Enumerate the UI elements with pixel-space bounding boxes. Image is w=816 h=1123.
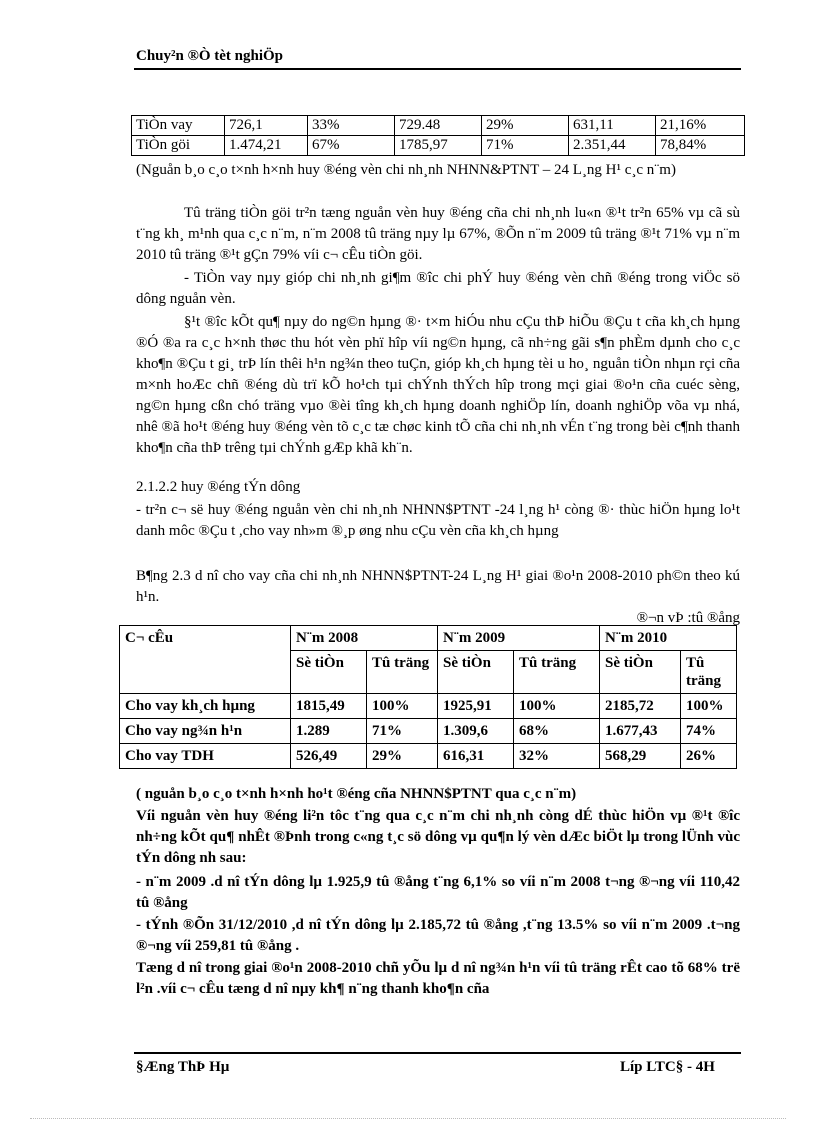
paragraph: - tÝnh ®Õn 31/12/2010 ,d nî tÝn dông lµ 2.185,72 tû ®ång ,t¨ng 13.5% so víi n¨m 2009 .t¬ng ®¬ng víi 259,81 tû ®ång . — [136, 917, 740, 954]
paragraph: Víi nguån vèn huy ®éng li²n tôc t¨ng qua c¸c n¨m chi nh¸nh còng dÉ thùc hiÖn vµ ®¹t ®îc nh÷ng kÕt qu¶ nhÊt ®Þnh trong c«ng t¸c sö dông vµ qu¶n lý vèn dÆc biÖt lµ trong lÜnh vùc tÝn dông nh sau: — [136, 808, 740, 866]
table-cell: 32% — [514, 744, 600, 769]
paragraph — [136, 268, 740, 310]
column-header: N¨m 2009 — [438, 626, 600, 651]
paragraph-text: §¹t ®îc kÕt qu¶ nµy do ng©n hµng ®· t×m hiÓu nhu cÇu thÞ hiÕu ®Çu t cña kh¸ch hµng ®Ó ®a ra c¸c h×nh thøc thu hót vèn phï hîp víi ng©n hµng, cã nh÷ng gãi s¶n phÈm dµnh cho c¸c kho¶n ®Çu t gi¸ trÞ lín thêi h¹n ng¾n theo tuÇn, gióp kh¸ch hµng tèi u ho¸ nguån tiÒn nhµn rçi cña m×nh hoÆc chñ ®éng dù trï kÕ ho¹ch tµi chÝnh thÝch hîp trong mçi giai ®o¹n cña cuéc sèng, ng©n hµng cßn chó träng vµo ®èi tîng kh¸ch hµng doanh nghiÖp lín, doanh nghiÖp võa vµ nhá, nhê ®ã ho¹t ®éng huy ®éng vèn tõ c¸c tæ chøc kinh tÕ cña chi nh¸nh vÉn t¨ng trong bèi c¶nh thanh kho¶n cña thÞ trêng tµi chÝnh gÆp khã kh¨n. — [136, 314, 740, 456]
source-note: ( nguån b¸o c¸o t×nh h×nh ho¹t ®éng cña NHNN$PTNT qua c¸c n¨m) — [136, 786, 577, 802]
table-cell: 1815,49 — [291, 694, 367, 719]
loan-structure-table — [119, 625, 737, 769]
table-cell: 100% — [681, 694, 737, 719]
column-header: Sè tiÒn — [438, 651, 514, 694]
column-header: Tû träng — [681, 651, 737, 694]
table-cell: 100% — [514, 694, 600, 719]
table-cell: 78,84% — [656, 136, 745, 156]
table-cell: 616,31 — [438, 744, 514, 769]
paragraph: - tr²n c¬ së huy ®éng nguån vèn chi nh¸nh NHNN$PTNT -24 l¸ng h¹ còng ®· thùc hiÖn hµng lo¹t danh môc ®Çu t ,cho vay nh»m ®¸p øng nhu cÇu vèn cña kh¸ch hµng — [136, 502, 740, 539]
paragraph — [136, 312, 740, 459]
table-row — [132, 116, 745, 136]
header-divider — [134, 68, 741, 70]
table-cell: 568,29 — [600, 744, 681, 769]
table-row — [120, 719, 737, 744]
table-cell: 74% — [681, 719, 737, 744]
table-cell: 526,49 — [291, 744, 367, 769]
table-cell: 67% — [308, 136, 395, 156]
page-bottom-border — [30, 1118, 786, 1119]
table-cell: 631,11 — [569, 116, 656, 136]
column-header: N¨m 2008 — [291, 626, 438, 651]
paragraph: Tæng d nî trong giai ®o¹n 2008-2010 chñ yÕu lµ d nî ng¾n h¹n víi tû träng rÊt cao tõ 68% trë l²n .víi c¬ cÊu tæng d nî nµy kh¶ n¨ng thanh kho¶n cña — [136, 960, 740, 997]
table-cell: Cho vay ng¾n h¹n — [120, 719, 291, 744]
table-cell: Cho vay kh¸ch hµng — [120, 694, 291, 719]
table-cell: 2.351,44 — [569, 136, 656, 156]
table-cell: 29% — [482, 116, 569, 136]
table-cell: 729.48 — [395, 116, 482, 136]
table-cell: TiÒn vay — [132, 116, 225, 136]
source-note: (Nguån b¸o c¸o t×nh h×nh huy ®éng vèn chi nh¸nh NHNN&PTNT – 24 L¸ng H¹ c¸c n¨m) — [136, 162, 676, 178]
section-heading: 2.1.2.2 huy ®éng tÝn dông — [136, 479, 301, 495]
table-cell: 71% — [367, 719, 438, 744]
footer-author: §Æng ThÞ Hµ — [136, 1059, 230, 1075]
table-cell: 1925,91 — [438, 694, 514, 719]
paragraph — [136, 203, 740, 266]
unit-note: ®¬n vÞ :tû ®ång — [636, 610, 740, 626]
paragraph: - n¨m 2009 .d nî tÝn dông lµ 1.925,9 tû ®ång t¨ng 6,1% so víi n¨m 2008 t¬ng ®¬ng víi 110,42 tû ®ång — [136, 874, 740, 911]
footer-class: Líp LTC§ - 4H — [620, 1059, 715, 1075]
table-row — [132, 136, 745, 156]
page-header-title: Chuy²n ®Ò tèt nghiÖp — [136, 48, 283, 64]
table-cell: 33% — [308, 116, 395, 136]
column-header: Sè tiÒn — [291, 651, 367, 694]
column-header: N¨m 2010 — [600, 626, 737, 651]
column-header: Tû träng — [514, 651, 600, 694]
table-cell: 1.309,6 — [438, 719, 514, 744]
table-row — [120, 744, 737, 769]
paragraph-text: - TiÒn vay nµy gióp chi nh¸nh gi¶m ®îc chi phÝ huy ®éng vèn chñ ®éng trong viÖc sö dông nguån vèn. — [136, 270, 740, 307]
table-cell: 71% — [482, 136, 569, 156]
deposit-structure-table-fragment — [131, 115, 745, 156]
table-cell: 726,1 — [225, 116, 308, 136]
footer-divider — [134, 1052, 741, 1054]
table-cell: 2185,72 — [600, 694, 681, 719]
table-cell: 1785,97 — [395, 136, 482, 156]
table-cell: 21,16% — [656, 116, 745, 136]
table-cell: 68% — [514, 719, 600, 744]
table-cell: 100% — [367, 694, 438, 719]
table-row — [120, 694, 737, 719]
table-cell: TiÒn göi — [132, 136, 225, 156]
table-cell: 26% — [681, 744, 737, 769]
table-cell: 29% — [367, 744, 438, 769]
table-cell: 1.677,43 — [600, 719, 681, 744]
column-header: C¬ cÊu — [120, 626, 291, 694]
table-cell: 1.474,21 — [225, 136, 308, 156]
table-cell: Cho vay TDH — [120, 744, 291, 769]
paragraph-text: Tû träng tiÒn göi tr²n tæng nguån vèn huy ®éng cña chi nh¸nh lu«n ®¹t tr²n 65% vµ cã sù t¨ng kh¸ m¹nh qua c¸c n¨m, n¨m 2008 tû träng nµy lµ 67%, ®Õn n¨m 2009 tû träng ®¹t 71% vµ n¨m 2010 tû träng ®¹t gÇn 79% víi c¬ cÊu tiÒn göi. — [136, 205, 740, 263]
column-header: Tû träng — [367, 651, 438, 694]
table-header-row — [120, 626, 737, 651]
table-caption: B¶ng 2.3 d nî cho vay cña chi nh¸nh NHNN$PTNT-24 L¸ng H¹ giai ®o¹n 2008-2010 ph©n theo kú h¹n. — [136, 568, 740, 605]
column-header: Sè tiÒn — [600, 651, 681, 694]
table-cell: 1.289 — [291, 719, 367, 744]
